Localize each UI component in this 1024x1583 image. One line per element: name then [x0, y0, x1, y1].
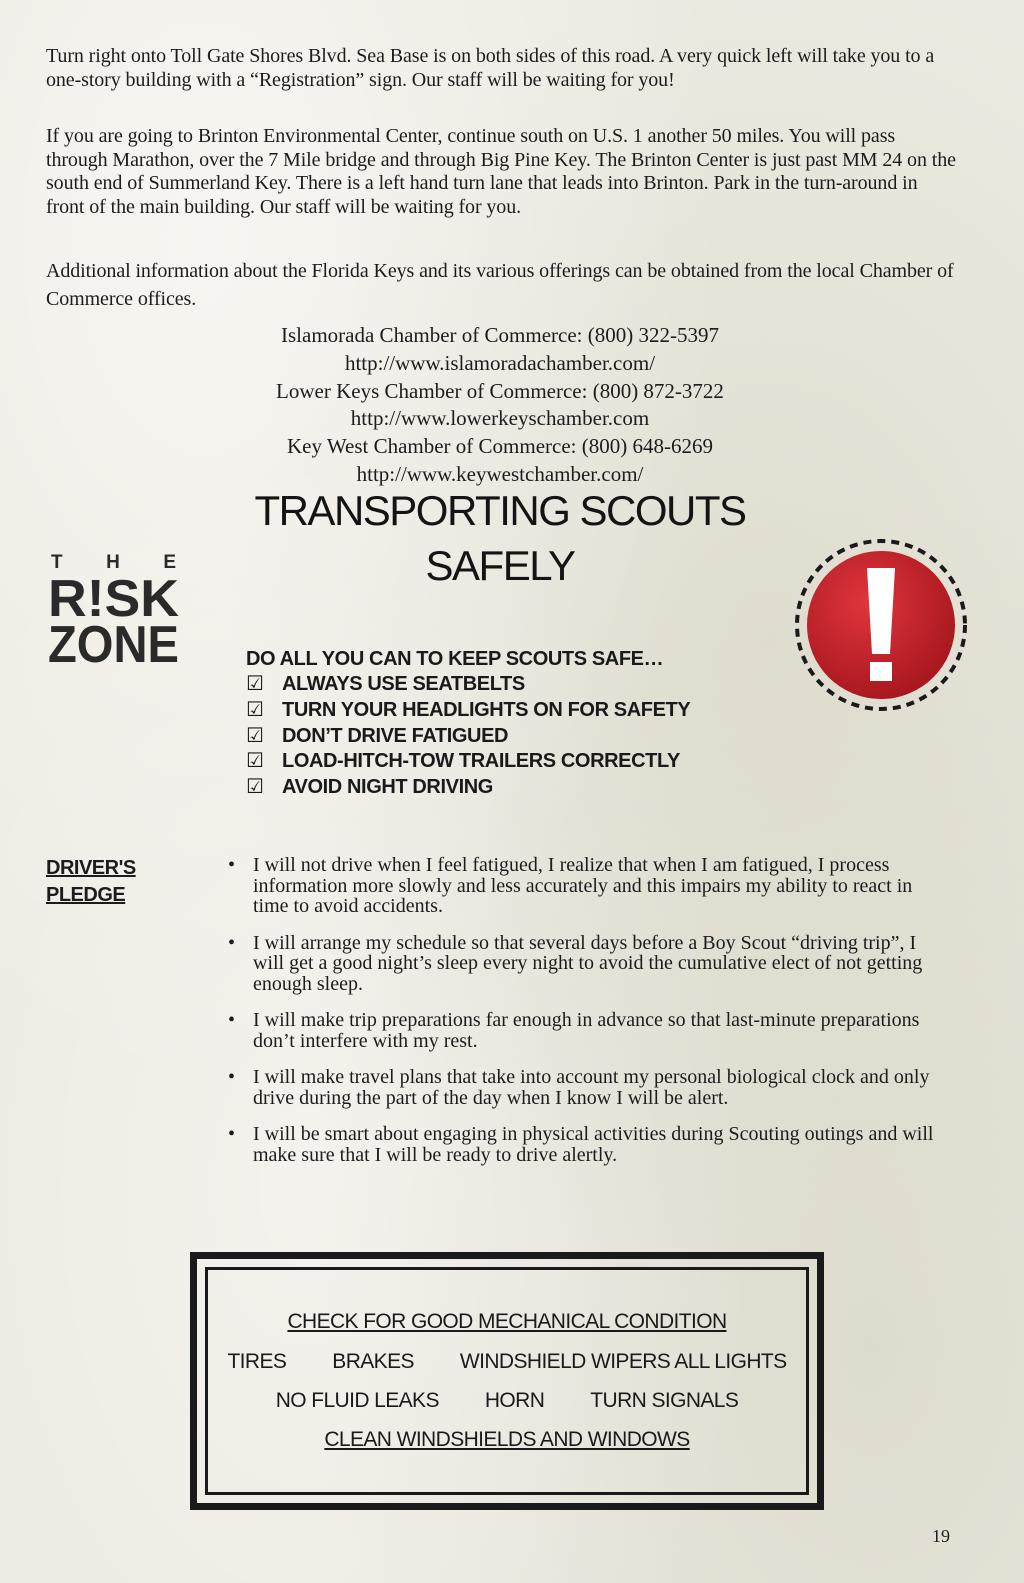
bullet-icon: • — [228, 854, 236, 876]
bullet-icon: • — [228, 931, 236, 954]
drivers-pledge-label: DRIVER'S PLEDGE — [46, 857, 136, 906]
checklist-item: ☑ TURN YOUR HEADLIGHTS ON FOR SAFETY — [246, 698, 690, 724]
brinton-paragraph: If you are going to Brinton Environmental Center, continue south on U.S. 1 another 50 miles. You will pass through Marathon, over the 7 Mile bridge and through Big Pine Key. The Brinton Center is just past MM 24 on the south end of Summerland Key. There is a left hand turn lane that leads into Brinton. Park in the turn-around in front of the main building. Our staff will be waiting for you. — [46, 125, 956, 218]
risk-logo-the: THE — [51, 552, 176, 573]
mech-item-horn: HORN — [484, 1389, 545, 1412]
mech-item-brakes: BRAKES — [332, 1350, 414, 1373]
exclamation-icon — [790, 534, 972, 716]
mechanical-heading: CHECK FOR GOOD MECHANICAL CONDITION — [287, 1310, 727, 1333]
safety-checklist — [246, 646, 690, 801]
mech-item-turn-signals: TURN SIGNALS — [590, 1389, 739, 1412]
pledge-item: • I will make travel plans that take into account my personal biological clock and only drive during the part of the day when I know I will be alert. — [228, 1066, 930, 1109]
pledge-item: • I will arrange my schedule so that several days before a Boy Scout “driving trip”, I will get a good night’s sleep every night to avoid the cumulative elect of not getting enough sleep. — [228, 931, 923, 995]
drivers-pledge-list — [228, 855, 948, 1181]
islamorada-phone: Islamorada Chamber of Commerce: (800) 322-5397 — [281, 323, 719, 347]
checkbox-icon: ☑ — [246, 673, 264, 695]
risk-logo-risk: R!SK — [48, 570, 180, 628]
section-title-line1: TRANSPORTING SCOUTS — [254, 487, 746, 534]
key-west-url: http://www.keywestchamber.com/ — [356, 461, 644, 486]
chamber-contacts — [0, 322, 1000, 489]
mechanical-row-1 — [190, 1350, 824, 1374]
checkbox-icon: ☑ — [246, 776, 264, 799]
risk-zone-logo — [46, 548, 181, 666]
pledge-item: • I will be smart about engaging in physical activities during Scouting outings and will make sure that I will be ready to drive alertly. — [228, 1123, 934, 1166]
section-title-line2: SAFELY — [425, 542, 575, 589]
mech-item-fluid-leaks: NO FLUID LEAKS — [275, 1389, 439, 1412]
checklist-item: ☑ LOAD-HITCH-TOW TRAILERS CORRECTLY — [246, 749, 690, 775]
mechanical-row-2 — [190, 1389, 824, 1413]
lower-keys-url: http://www.lowerkeyschamber.com — [350, 406, 650, 431]
bullet-icon: • — [228, 1009, 236, 1031]
bullet-icon: • — [228, 1123, 236, 1145]
checkbox-icon: ☑ — [246, 698, 264, 721]
page-number: 19 — [932, 1526, 950, 1546]
key-west-phone: Key West Chamber of Commerce: (800) 648-6269 — [287, 434, 713, 459]
mechanical-row-3: CLEAN WINDSHIELDS AND WINDOWS — [324, 1428, 690, 1451]
mechanical-check-inner-border — [205, 1267, 809, 1495]
mech-item-wipers-lights: WINDSHIELD WIPERS ALL LIGHTS — [459, 1350, 787, 1373]
islamorada-url: http://www.islamoradachamber.com/ — [344, 350, 656, 375]
checklist-item: ☑ AVOID NIGHT DRIVING — [246, 775, 690, 801]
checkbox-icon: ☑ — [246, 750, 264, 773]
bullet-icon: • — [228, 1066, 236, 1088]
checklist-item: ☑ DON’T DRIVE FATIGUED — [246, 724, 690, 750]
checklist-item: ☑ ALWAYS USE SEATBELTS — [246, 672, 690, 698]
checkbox-icon: ☑ — [246, 724, 264, 747]
directions-paragraph: Turn right onto Toll Gate Shores Blvd. Sea Base is on both sides of this road. A very quick left will take you to a one-story building with a “Registration” sign. Our staff will be waiting for you! — [46, 45, 935, 91]
mechanical-check-box — [190, 1252, 824, 1510]
chamber-info-paragraph: Additional information about the Florida Keys and its various offerings can be obtained from the local Chamber of Commerce offices. — [46, 260, 954, 310]
lower-keys-phone: Lower Keys Chamber of Commerce: (800) 872-3722 — [276, 378, 724, 403]
checklist-heading: DO ALL YOU CAN TO KEEP SCOUTS SAFE… — [246, 648, 664, 670]
risk-logo-zone: ZONE — [48, 616, 179, 666]
mech-item-tires: TIRES — [227, 1350, 287, 1373]
pledge-item: • I will make trip preparations far enough in advance so that last-minute preparations don’t interfere with my rest. — [228, 1009, 920, 1052]
pledge-item: • I will not drive when I feel fatigued, I realize that when I am fatigued, I process information more slowly and less accurately and this impairs my ability to react in time to avoid accidents. — [228, 854, 913, 917]
